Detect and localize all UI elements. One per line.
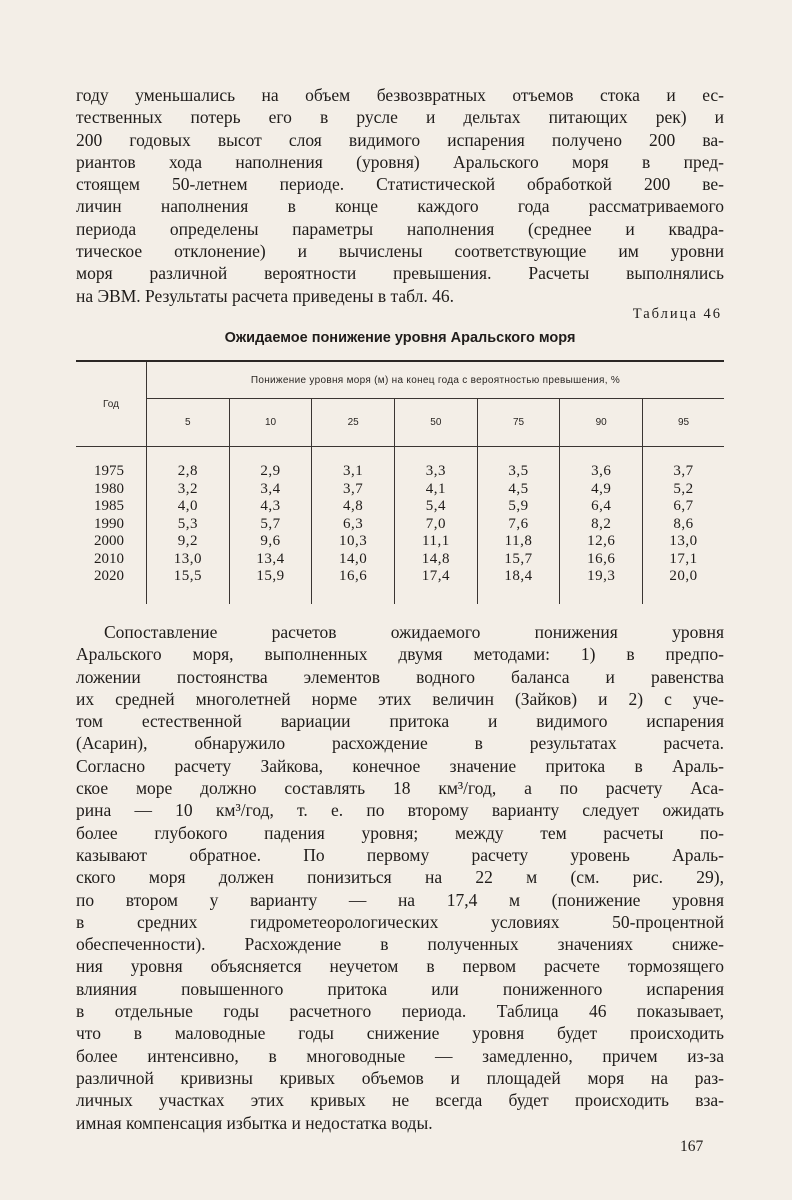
year-cell: 2010: [76, 551, 147, 569]
value-cell: 8,2: [560, 516, 643, 534]
percent-header: 25: [312, 399, 395, 447]
value-cell: 19,3: [560, 568, 643, 586]
value-cell: 3,2: [147, 481, 230, 499]
text-line: риантов хода наполнения (уровня) Аральского моря в пред-: [76, 151, 724, 172]
year-cell: 1985: [76, 498, 147, 516]
text-line: 200 годовых высот слоя видимого испарения получено 200 ва-: [76, 129, 724, 150]
text-line: тественных потерь его в русле и дельтах питающих рек) и: [76, 107, 724, 128]
value-cell: 4,5: [477, 481, 560, 499]
text-line: рина — 10 км³/год, т. е. по второму варианту следует ожидать: [76, 800, 724, 821]
text-line: личин наполнения в конце каждого года рассматриваемого: [76, 196, 724, 217]
table-row: [76, 533, 724, 551]
value-cell: 6,7: [673, 498, 694, 514]
text-line: (Асарин), обнаружило расхождение в результатах расчета.: [76, 733, 724, 754]
value-cell: 4,1: [395, 481, 478, 499]
percent-header: 75: [477, 399, 560, 447]
text-line: ского моря должен понизиться на 22 м (см. рис. 29),: [76, 867, 724, 888]
value-cell: 15,5: [147, 568, 230, 586]
text-line: году уменьшались на объем безвозвратных отъемов стока и ес-: [76, 85, 724, 105]
value-cell: 7,6: [477, 516, 560, 534]
text-line: Согласно расчету Зайкова, конечное значение притока в Араль-: [76, 755, 724, 776]
table-caption: Ожидаемое понижение уровня Аральского моря: [224, 330, 576, 346]
text-line: ское море должно составлять 18 км³/год, а по расчету Аса-: [76, 778, 724, 799]
value-cell: 14,8: [395, 551, 478, 569]
value-cell: 13,4: [229, 551, 312, 569]
text-line: различной кривизны кривых объемов и площадей моря на раз-: [76, 1067, 724, 1088]
value-cell: 18,4: [477, 568, 560, 586]
table-row: [76, 481, 724, 499]
value-cell: 4,9: [560, 481, 643, 499]
table-row: [76, 516, 724, 534]
text-line: их средней многолетней норме этих величин (Зайков) и 2) с уче-: [76, 688, 724, 709]
value-cell: 6,3: [312, 516, 395, 534]
text-line: ния уровня объясняется неучетом в первом расчете тормозящего: [76, 956, 724, 977]
value-cell: 16,6: [560, 551, 643, 569]
text-line: Сопоставление расчетов ожидаемого понижения уровня: [104, 622, 724, 642]
text-line: имная компенсация избытка и недостатка воды.: [76, 1112, 433, 1133]
table-row: [76, 463, 724, 481]
value-cell: 3,4: [229, 481, 312, 499]
table-row: [76, 568, 724, 586]
year-cell: 2020: [76, 568, 147, 586]
text-line: что в маловодные годы снижение уровня будет происходить: [76, 1023, 724, 1044]
value-cell: 20,0: [669, 568, 698, 584]
value-cell: 8,6: [673, 515, 694, 532]
text-line: тическое отклонение) и вычислены соответствующие им уровни: [76, 241, 724, 262]
value-cell: 13,0: [147, 551, 230, 569]
text-line: в средних гидрометеорологических условиях 50-процентной: [76, 911, 724, 932]
year-cell: 1990: [76, 516, 147, 534]
text-line: Аральского моря, выполненных двумя методами: 1) в предпо-: [76, 644, 724, 665]
value-cell: 11,8: [477, 533, 560, 551]
value-cell: 6,4: [560, 498, 643, 516]
text-line: стоящем 50-летнем периоде. Статистической обработкой 200 ве-: [76, 174, 724, 195]
text-line: ложении постоянства элементов водного баланса и равенства: [76, 666, 724, 687]
value-cell: 14,0: [312, 551, 395, 569]
value-cell: 5,9: [477, 498, 560, 516]
value-cell: 11,1: [395, 533, 478, 551]
percent-header: 95: [643, 399, 724, 447]
text-line: личных участках этих кривых не всегда будет происходить вза-: [76, 1090, 724, 1111]
table-row: [76, 498, 724, 516]
value-cell: 3,7: [312, 481, 395, 499]
data-table: [76, 360, 724, 604]
value-cell: 4,8: [312, 498, 395, 516]
text-line: в отдельные годы расчетного периода. Таблица 46 показывает,: [76, 1001, 724, 1022]
percent-header: 5: [147, 399, 230, 447]
year-cell: 1975: [76, 463, 147, 481]
text-line: том естественной вариации притока и видимого испарения: [76, 711, 724, 732]
value-cell: 16,6: [312, 568, 395, 586]
text-line: более интенсивно, в многоводные — замедленно, причем из-за: [76, 1045, 724, 1066]
value-cell: 12,6: [560, 533, 643, 551]
value-cell: 9,6: [229, 533, 312, 551]
page-number: 167: [680, 1138, 704, 1155]
paragraph-intro: [76, 84, 724, 307]
value-cell: 5,7: [229, 516, 312, 534]
value-cell: 5,2: [673, 480, 694, 497]
value-cell: 3,7: [673, 463, 694, 479]
value-cell: 13,0: [669, 533, 698, 549]
paragraph-comparison: [76, 621, 724, 1134]
value-cell: 17,1: [669, 550, 698, 567]
text-line: влияния повышенного притока или пониженного испарения: [76, 978, 724, 999]
percent-header: 90: [560, 399, 643, 447]
value-cell: 3,6: [560, 463, 643, 481]
year-cell: 1980: [76, 481, 147, 499]
value-cell: 9,2: [147, 533, 230, 551]
text-line: периода определены параметры наполнения (среднее и квадра-: [76, 218, 724, 239]
table-row: [76, 551, 724, 569]
value-cell: 3,3: [395, 463, 478, 481]
value-cell: 17,4: [395, 568, 478, 586]
value-cell: 10,3: [312, 533, 395, 551]
probability-super-header: Понижение уровня моря (м) на конец года с вероятностью превышения, %: [147, 361, 725, 399]
percent-header: 50: [395, 399, 478, 447]
value-cell: 15,9: [229, 568, 312, 586]
value-cell: 2,9: [229, 463, 312, 481]
value-cell: 4,0: [147, 498, 230, 516]
value-cell: 3,1: [312, 463, 395, 481]
text-line: обеспеченности). Расхождение в полученных значениях сниже-: [76, 934, 724, 955]
year-cell: 2000: [76, 533, 147, 551]
value-cell: 5,3: [147, 516, 230, 534]
value-cell: 2,8: [147, 463, 230, 481]
text-line: на ЭВМ. Результаты расчета приведены в табл. 46.: [76, 285, 455, 306]
text-line: казывают обратное. По первому расчету уровень Араль-: [76, 844, 724, 865]
text-line: по втором у варианту — на 17,4 м (понижение уровня: [76, 889, 724, 910]
percent-header: 10: [229, 399, 312, 447]
text-line: моря различной вероятности превышения. Расчеты выполнялись: [76, 263, 724, 284]
value-cell: 3,5: [477, 463, 560, 481]
value-cell: 4,3: [229, 498, 312, 516]
year-column-header: Год: [76, 361, 147, 447]
value-cell: 15,7: [477, 551, 560, 569]
value-cell: 5,4: [395, 498, 478, 516]
value-cell: 7,0: [395, 516, 478, 534]
text-line: более глубокого падения уровня; между тем расчеты по-: [76, 822, 724, 843]
table-number: Таблица 46: [632, 306, 722, 322]
